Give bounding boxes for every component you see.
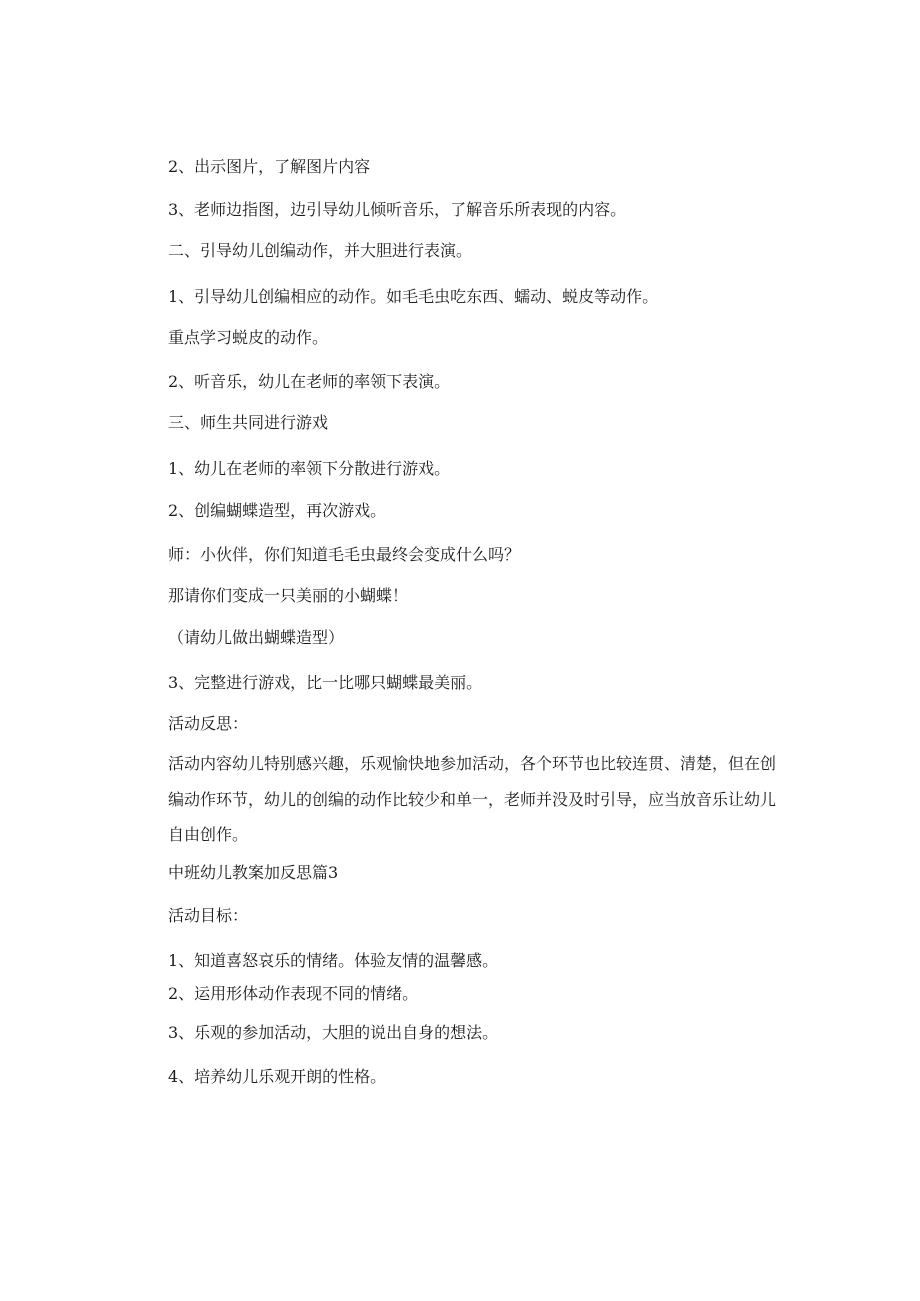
goal-item: 1、知道喜怒哀乐的情绪。体验友情的温馨感。 bbox=[168, 951, 499, 970]
goal-item: 3、乐观的参加活动，大胆的说出自身的想法。 bbox=[168, 1023, 499, 1042]
step-butterfly-pose: 2、创编蝴蝶造型，再次游戏。 bbox=[168, 501, 387, 520]
step-create-movements: 1、引导幼儿创编相应的动作。如毛毛虫吃东西、蠕动、蜕皮等动作。 bbox=[168, 287, 659, 306]
step-scatter-play: 1、幼儿在老师的率领下分散进行游戏。 bbox=[168, 459, 451, 478]
step-listen-music: 2、听音乐，幼儿在老师的率领下表演。 bbox=[168, 372, 451, 391]
teacher-question: 师：小伙伴，你们知道毛毛虫最终会变成什么吗？ bbox=[168, 545, 521, 564]
section-title: 中班幼儿教案加反思篇3 bbox=[168, 863, 339, 882]
section-three-heading: 三、师生共同进行游戏 bbox=[168, 413, 329, 432]
goals-label: 活动目标： bbox=[168, 906, 249, 925]
step-complete-game: 3、完整进行游戏，比一比哪只蝴蝶最美丽。 bbox=[168, 673, 483, 692]
section-two-heading: 二、引导幼儿创编动作，并大胆进行表演。 bbox=[168, 241, 473, 260]
stage-direction: （请幼儿做出蝴蝶造型） bbox=[168, 628, 345, 647]
step-show-pictures: 2、出示图片，了解图片内容 bbox=[168, 157, 371, 176]
reflection-label: 活动反思： bbox=[168, 714, 249, 733]
step-teacher-points: 3、老师边指图，边引导幼儿倾听音乐，了解音乐所表现的内容。 bbox=[168, 200, 627, 219]
goal-item: 4、培养幼儿乐观开朗的性格。 bbox=[168, 1067, 387, 1086]
goal-item: 2、运用形体动作表现不同的情绪。 bbox=[168, 984, 419, 1003]
focus-molting: 重点学习蜕皮的动作。 bbox=[168, 328, 329, 347]
reflection-paragraph: 活动内容幼儿特别感兴趣，乐观愉快地参加活动，各个环节也比较连贯、清楚，但在创编动作环节，幼儿的创编的动作比较少和单一，老师并没及时引导，应当放音乐让幼儿自由创作。 bbox=[168, 754, 777, 844]
teacher-invitation: 那请你们变成一只美丽的小蝴蝶！ bbox=[168, 586, 409, 605]
